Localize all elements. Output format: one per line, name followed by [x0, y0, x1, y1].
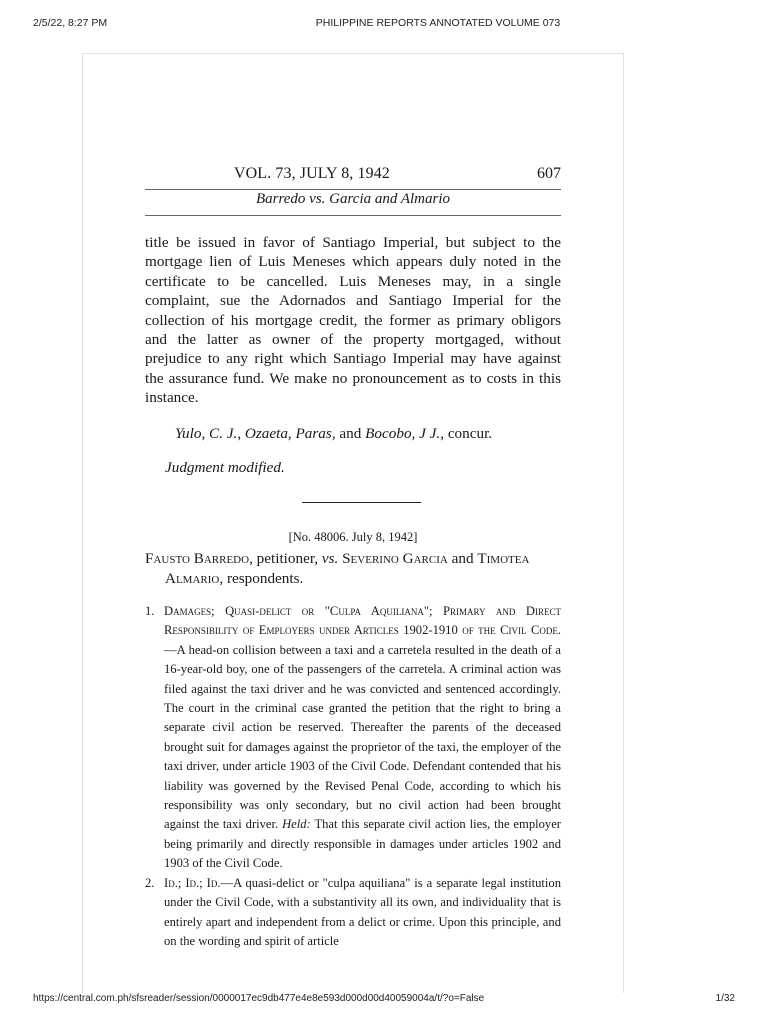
print-page-count: 1/32 — [715, 993, 735, 1004]
case-caption: Barredo vs. Garcia and Almario — [255, 191, 451, 207]
header-rule-bottom — [145, 215, 561, 216]
syllabus-text: —A quasi-delict or "culpa aquiliana" is a separate legal institution under the Civil Code, with a substantivity all its own, and individuality that is entirely apart and independent from a delict or crime. Upon this principle, and on the wording and spirit of article — [164, 875, 562, 948]
concurring-justices: Yulo, C. J., Ozaeta, Paras, — [175, 425, 336, 442]
parties-continuation — [145, 569, 565, 589]
running-head — [145, 165, 561, 189]
browser-print-footer — [0, 993, 768, 1009]
respondent-one: Severino Garcia — [338, 550, 448, 567]
respondent-two-first: Timotea — [477, 550, 530, 567]
judgment-line: Judgment modified. — [165, 459, 285, 476]
syllabus-heading: Damages; Quasi-delict or "Culpa Aquiliana"; Primary and Direct Responsibility of Employers under Articles 1902-1910 of the Civil Code. — [164, 604, 561, 638]
syllabus-number: 1. — [145, 604, 155, 618]
held-label: Held: — [282, 817, 311, 832]
concurring-justices-2: Bocobo, J J., — [365, 425, 445, 442]
print-document-title: PHILIPPINE REPORTS ANNOTATED VOLUME 073 — [315, 17, 561, 29]
petitioner-name: Fausto Barredo — [145, 550, 250, 567]
print-url: https://central.com.ph/sfsreader/session/0000017ec9db477e4e8e593d000d00d40059004a/t/?o=False — [33, 993, 485, 1004]
section-separator — [302, 502, 421, 503]
syllabus-text: —A head-on collision between a taxi and a carretela resulted in the death of a 16-year-old boy, one of the passengers of the carretela. A criminal action was filed against the taxi driver and he was convicted and sentenced accordingly. The court in the criminal case granted the petition that the right to bring a separate civil action be reserved. Thereafter the parents of the deceased brought suit for damages against the proprietor of the taxi, the employer of the taxi driver, under article 1903 of the Civil Code. Defendant contended that his liability was governed by the Revised Penal Code, according to which his responsibility was only secondary, but no civil action had been brought against the taxi driver. — [164, 642, 561, 832]
parties-and: and — [447, 550, 478, 567]
case-parties — [145, 549, 565, 588]
syllabus-heading: Id.; Id.; Id. — [164, 875, 221, 890]
browser-print-header — [0, 17, 768, 33]
syllabus-text-after: That this separate civil action lies, the employer being primarily and directly responsible in damages under articles 1902 and 1903 of the Civil Code. — [164, 817, 561, 871]
respondent-role: , respondents. — [219, 569, 304, 587]
respondent-two-last: Almario — [165, 569, 220, 587]
syllabus-number: 2. — [145, 875, 155, 890]
concurrence-line — [175, 424, 565, 443]
petitioner-role: , petitioner, — [249, 550, 322, 567]
concur-word: concur. — [444, 425, 493, 442]
syllabus-item — [145, 874, 561, 952]
concur-and: and — [335, 425, 366, 442]
volume-date-heading: VOL. 73, JULY 8, 1942 — [234, 165, 390, 182]
print-datetime: 2/5/22, 8:27 PM — [33, 17, 108, 29]
syllabus-item — [145, 602, 561, 874]
page-number: 607 — [537, 165, 561, 182]
case-number: [No. 48006. July 8, 1942] — [288, 530, 418, 544]
versus: vs. — [321, 550, 339, 567]
syllabus — [145, 602, 561, 951]
decision-body-paragraph: title be issued in favor of Santiago Imperial, but subject to the mortgage lien of Luis Meneses which appears duly noted in the certificate to be cancelled. Luis Meneses may, in a single complaint, sue the Adornados and Santiago Imperial for the collection of his mortgage credit, the former as primary obligors and the latter as owner of the property mortgaged, without prejudice to any right which Santiago Imperial may have against the assurance fund. We make no pronouncement as to costs in this instance. — [145, 234, 561, 407]
